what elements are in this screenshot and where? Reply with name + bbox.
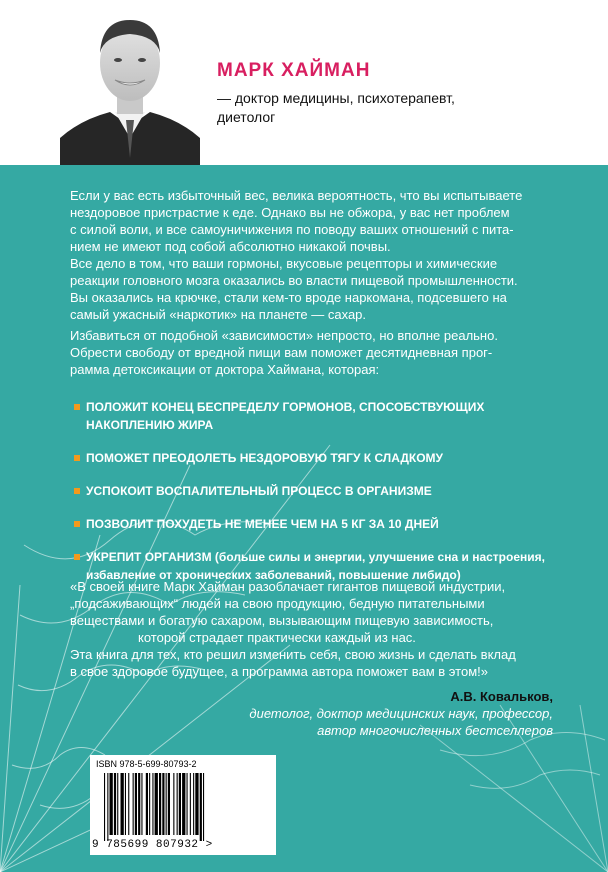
- benefit-item: ПОЛОЖИТ КОНЕЦ БЕСПРЕДЕЛУ ГОРМОНОВ, СПОСОБСТВУЮЩИХ НАКОПЛЕНИЮ ЖИРА: [74, 398, 574, 434]
- barcode-bar: [203, 773, 204, 841]
- barcode-bar: [128, 773, 129, 835]
- review-quote: [70, 578, 570, 680]
- benefit-item: ПОМОЖЕТ ПРЕОДОЛЕТЬ НЕЗДОРОВУЮ ТЯГУ К СЛАДКОМУ: [74, 449, 574, 467]
- intro-paragraph: [70, 187, 570, 323]
- barcode-bar: [138, 773, 140, 835]
- benefit-rest-line2: избавление от хронических заболеваний, повышение либидо): [86, 568, 461, 582]
- barcode-bar: [190, 773, 191, 835]
- benefit-item: ПОЗВОЛИТ ПОХУДЕТЬ НЕ МЕНЕЕ ЧЕМ НА 5 КГ ЗА 10 ДНЕЙ: [74, 515, 574, 533]
- program-paragraph: [70, 327, 570, 378]
- barcode-bar: [107, 773, 108, 841]
- barcode: [96, 773, 270, 841]
- barcode-bar: [182, 773, 185, 835]
- author-desc-line: — доктор медицины, психотерапевт,: [217, 90, 455, 106]
- quote-line: в свое здоровое будущее, а программа автора поможет вам в этом!»: [70, 664, 488, 679]
- isbn-label: ISBN 978-5-699-80793-2: [96, 759, 197, 769]
- barcode-bar: [177, 773, 178, 835]
- text-line: Если у вас есть избыточный вес, велика вероятность, что вы испытываете: [70, 188, 523, 203]
- quote-line: Эта книга для тех, кто решил изменить себя, свою жизнь и сделать вклад: [70, 647, 516, 662]
- quote-line: которой страдает практически каждый из нас.: [138, 630, 416, 645]
- barcode-bar: [173, 773, 174, 835]
- quote-line: «В своей книге Марк Хайман разоблачает гигантов пищевой индустрии,: [70, 579, 506, 594]
- benefit-rest: (больше силы и энергии, улучшение сна и настроения,: [211, 550, 545, 564]
- barcode-bar: [114, 773, 116, 835]
- barcode-bar: [133, 773, 134, 835]
- text-line: нием не имеют под собой абсолютно никакой почвы.: [70, 239, 391, 254]
- author-photo: [60, 8, 200, 165]
- barcode-bar: [104, 773, 105, 841]
- barcode-bar: [195, 773, 198, 835]
- barcode-bar: [135, 773, 137, 835]
- barcode-bar: [166, 773, 167, 835]
- author-name: МАРК ХАЙМАН: [217, 60, 371, 81]
- benefits-list: [74, 398, 574, 599]
- barcode-bar: [200, 773, 202, 841]
- barcode-bar: [110, 773, 113, 835]
- barcode-bar: [149, 773, 150, 835]
- isbn-barcode-box: [90, 755, 276, 855]
- reviewer-signature: [249, 688, 553, 739]
- text-line: рамма детоксикации от доктора Хаймана, которая:: [70, 362, 380, 377]
- barcode-bar: [117, 773, 118, 835]
- benefit-item: УСПОКОИТ ВОСПАЛИТЕЛЬНЫЙ ПРОЦЕСС В ОРГАНИЗМЕ: [74, 482, 574, 500]
- text-line: самый ужасный «наркотик» на планете — сахар.: [70, 307, 367, 322]
- author-description: [217, 89, 537, 127]
- author-header: [0, 0, 608, 165]
- barcode-bar: [159, 773, 161, 835]
- barcode-bar: [125, 773, 126, 835]
- text-line: Вы оказались на крючке, стали кем-то вроде наркомана, подсевшего на: [70, 290, 507, 305]
- barcode-bar: [162, 773, 164, 835]
- barcode-digits: 9 785699 807932 >: [92, 839, 213, 851]
- reviewer-name: А.В. Ковальков,: [450, 689, 553, 704]
- author-desc-line: диетолог: [217, 109, 276, 125]
- text-line: Все дело в том, что ваши гормоны, вкусовые рецепторы и химические: [70, 256, 498, 271]
- barcode-bar: [168, 773, 170, 835]
- text-line: с силой воли, и все самоуничижения по поводу ваших отношений с пита-: [70, 222, 514, 237]
- barcode-bar: [179, 773, 181, 835]
- barcode-bar: [155, 773, 158, 835]
- barcode-bar: [141, 773, 142, 835]
- quote-line: веществами и богатую сахаром, вызывающим пищевую зависимость,: [70, 613, 494, 628]
- barcode-bar: [152, 773, 153, 835]
- text-line: реакции головного мозга оказались во власти пищевой промышленности.: [70, 273, 518, 288]
- quote-line: „подсаживающих“ людей на свою продукцию, бедную питательными: [70, 596, 485, 611]
- reviewer-role: автор многочисленных бестселлеров: [317, 723, 553, 738]
- barcode-bar: [121, 773, 124, 835]
- barcode-bar: [187, 773, 188, 835]
- benefit-lead: УКРЕПИТ ОРГАНИЗМ: [86, 550, 212, 564]
- text-line: Избавиться от подобной «зависимости» непросто, но вполне реально.: [70, 328, 498, 343]
- reviewer-role: диетолог, доктор медицинских наук, профессор,: [249, 706, 553, 721]
- text-line: Обрести свободу от вредной пищи вам поможет десятидневная прог-: [70, 345, 493, 360]
- barcode-bar: [146, 773, 148, 835]
- text-line: нездоровое пристрастие к еде. Однако вы не обжора, у вас нет проблем: [70, 205, 510, 220]
- barcode-bar: [193, 773, 194, 835]
